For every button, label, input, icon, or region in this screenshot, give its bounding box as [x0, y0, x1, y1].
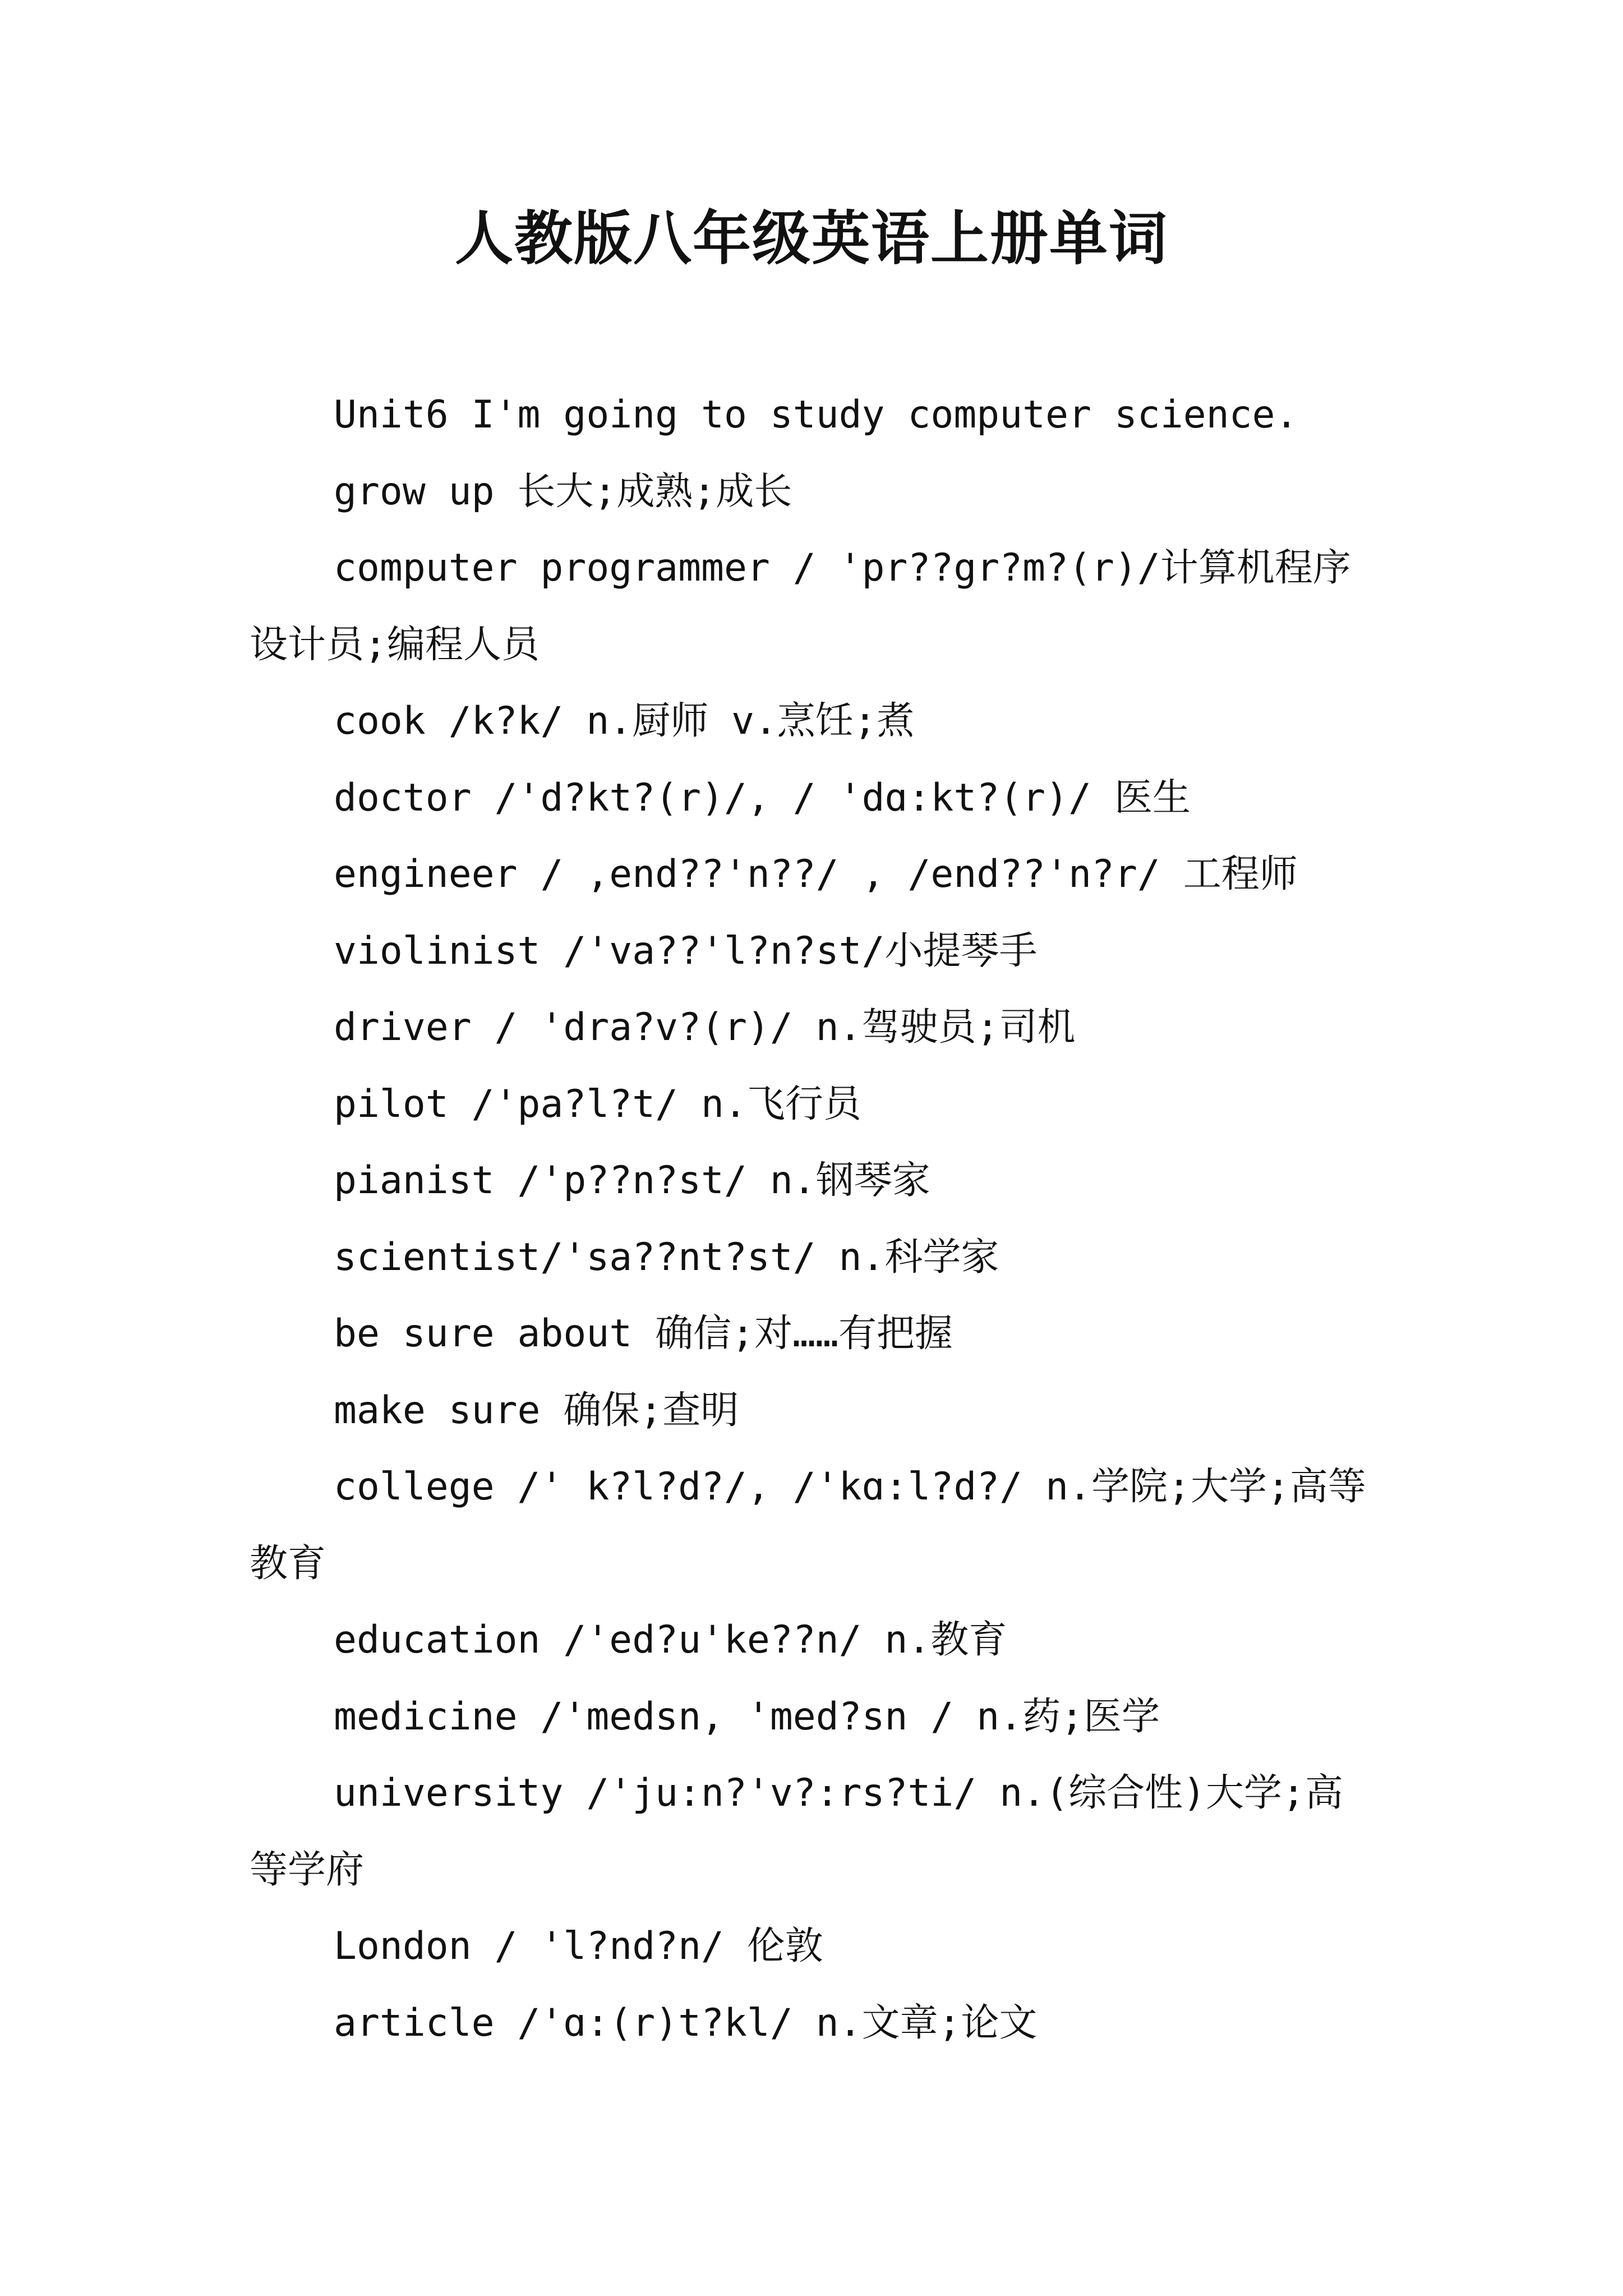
vocab-entry: cook /k?k/ n.厨师 v.烹饪;煮: [334, 699, 915, 743]
vocab-entry: London / 'l?nd?n/ 伦敦: [334, 1924, 823, 1968]
vocab-entry: be sure about 确信;对……有把握: [334, 1312, 953, 1356]
vocab-entry: college /' k?l?d?/, /'kɑ:l?d?/ n.学院;大学;高等教育: [250, 1465, 1366, 1586]
vocab-entry: scientist/'sa??nt?st/ n.科学家: [334, 1235, 999, 1280]
vocab-entry: engineer / ,end??'n??/ , /end??'n?r/ 工程师: [334, 852, 1298, 896]
vocab-entry: article /'ɑ:(r)t?kl/ n.文章;论文: [334, 2000, 1038, 2045]
vocab-entry: education /'ed?u'ke??n/ n.教育: [334, 1618, 1007, 1662]
vocab-entry: computer programmer / 'pr??gr?m?(r)/计算机程序设计员;编程人员: [250, 546, 1351, 667]
vocab-entry: university /'ju:n?'v?:rs?ti/ n.(综合性)大学;高等学府: [250, 1771, 1343, 1892]
vocab-entry: make sure 确保;查明: [334, 1388, 739, 1433]
vocab-entry: pianist /'p??n?st/ n.钢琴家: [334, 1158, 930, 1203]
vocab-entry: violinist /'va??'l?n?st/小提琴手: [334, 928, 1038, 973]
vocab-entry: medicine /'medsn, 'med?sn / n.药;医学: [334, 1694, 1160, 1739]
vocab-entry: driver / 'dra?v?(r)/ n.驾驶员;司机: [334, 1005, 1076, 1050]
document-title: 人教版八年级英语上册单词: [454, 204, 1168, 273]
vocab-entry: doctor /'d?kt?(r)/, / 'dɑ:kt?(r)/ 医生: [334, 775, 1191, 820]
vocab-entry: pilot /'pa?l?t/ n.飞行员: [334, 1082, 861, 1126]
vocabulary-list: [250, 377, 1377, 2062]
vocab-entry: grow up 长大;成熟;成长: [334, 469, 792, 514]
unit-heading: Unit6 I'm going to study computer science.: [334, 393, 1298, 437]
